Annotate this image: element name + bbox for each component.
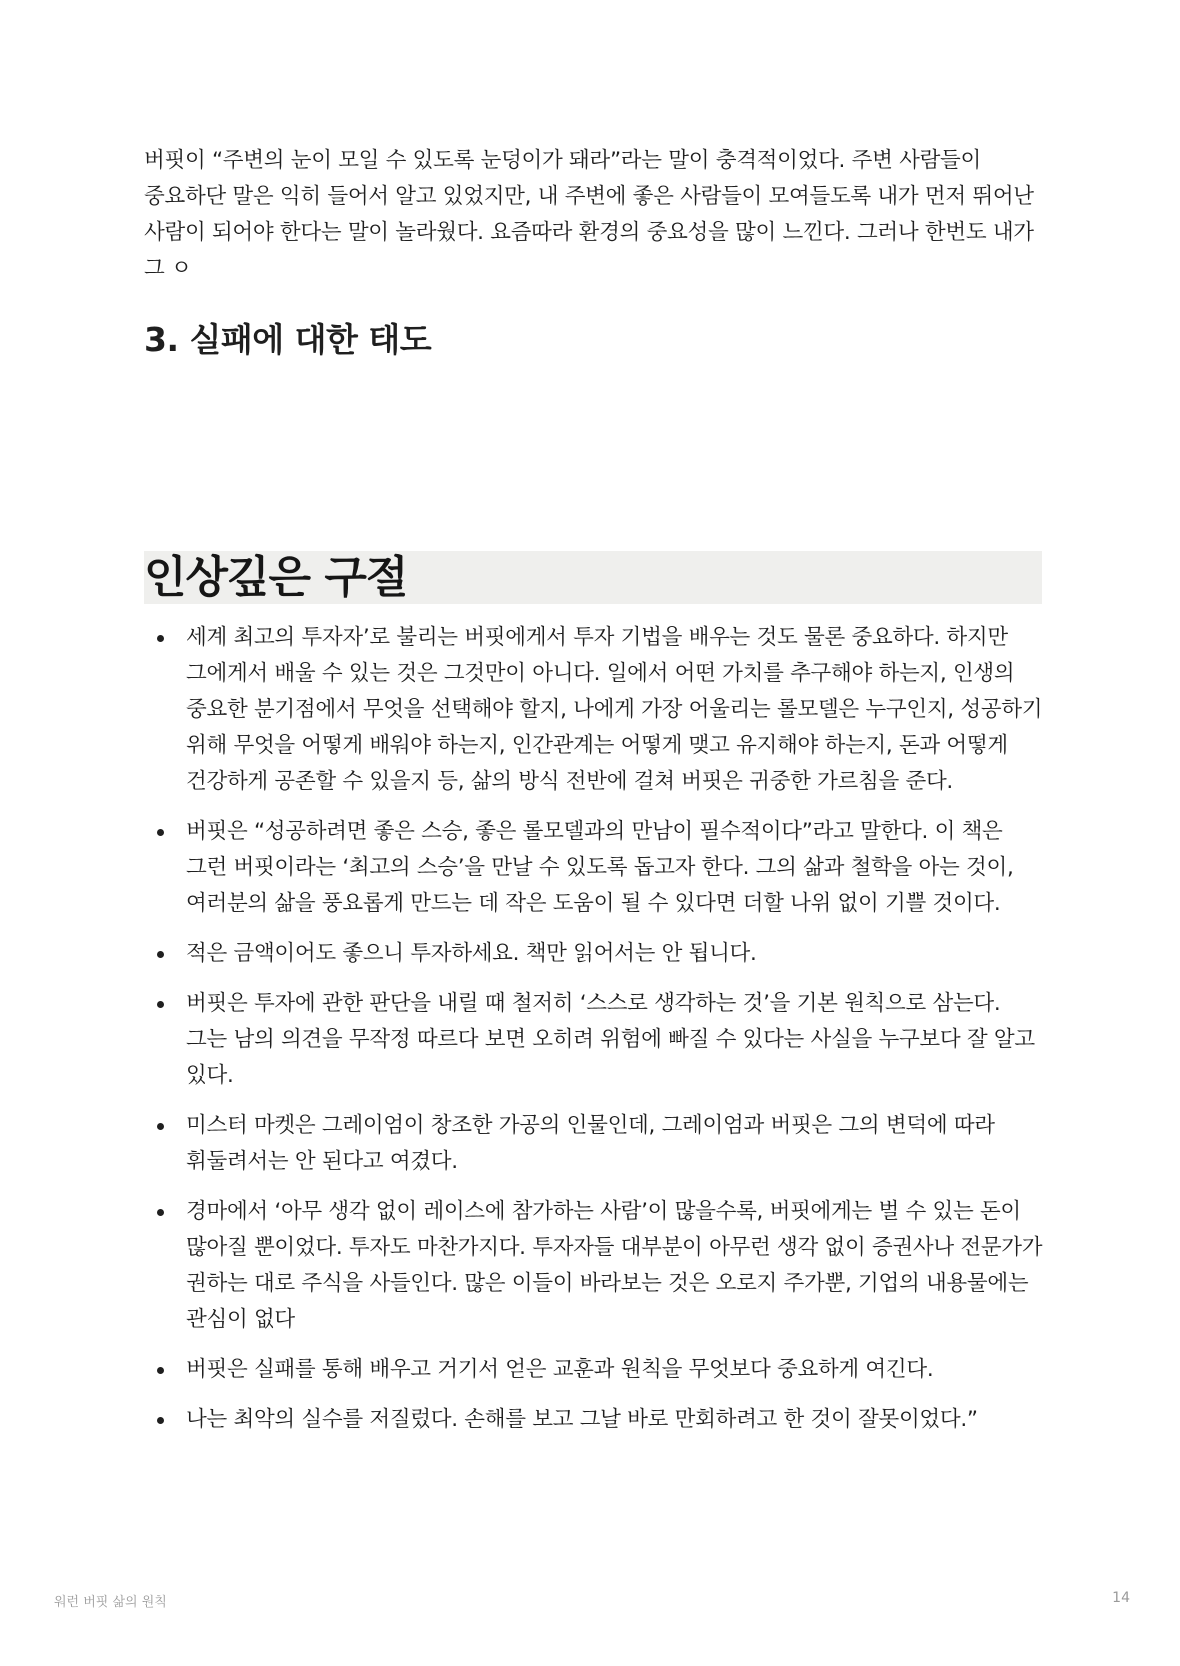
quote-text: 버핏은 “성공하려면 좋은 스승, 좋은 롤모델과의 만남이 필수적이다”라고 말한다. 이 책은 그런 버핏이라는 ‘최고의 스승’을 만날 수 있도록 돕고자 한다. 그의 삶과 철학을 아는 것이, 여러분의 삶을 풍요롭게 만드는 데 작은 도움이 될 수 있다면 더할 나위 없이 기쁠 것이다. [186,819,1014,916]
bullet-icon [157,1123,164,1130]
list-item [144,620,1044,800]
quote-text: 버핏은 실패를 통해 배우고 거기서 얻은 교훈과 원칙을 무엇보다 중요하게 여긴다. [186,1357,934,1382]
list-item [144,1352,1044,1388]
page-number: 14 [1112,1590,1130,1606]
quote-text: 경마에서 ‘아무 생각 없이 레이스에 참가하는 사람’이 많을수록, 버핏에게는 벌 수 있는 돈이 많아질 뿐이었다. 투자도 마찬가지다. 투자자들 대부분이 아무런 생각 없이 증권사나 전문가가 권하는 대로 주식을 사들인다. 많은 이들이 바라보는 것은 오로지 주가뿐, 기업의 내용물에는 관심이 없다 [186,1199,1043,1332]
list-item [144,1108,1044,1180]
list-item [144,1194,1044,1338]
bullet-icon [157,635,164,642]
list-item [144,1402,1044,1438]
footer-book-title: 워런 버핏 삶의 원칙 [54,1595,167,1610]
quote-text: 나는 최악의 실수를 저질렀다. 손해를 보고 그날 바로 만회하려고 한 것이 잘못이었다.” [186,1407,978,1432]
quote-text: 미스터 마켓은 그레이엄이 창조한 가공의 인물인데, 그레이엄과 버핏은 그의 변덕에 따라 휘둘려서는 안 된다고 여겼다. [186,1113,995,1174]
bullet-icon [157,1367,164,1374]
quote-text: 세계 최고의 투자자’로 불리는 버핏에게서 투자 기법을 배우는 것도 물론 중요하다. 하지만 그에게서 배울 수 있는 것은 그것만이 아니다. 일에서 어떤 가치를 추구해야 하는지, 인생의 중요한 분기점에서 무엇을 선택해야 할지, 나에게 가장 어울리는 롤모델은 누구인지, 성공하기 위해 무엇을 어떻게 배워야 하는지, 인간관계는 어떻게 맺고 유지해야 하는지, 돈과 어떻게 건강하게 공존할 수 있을지 등, 삶의 방식 전반에 걸쳐 버핏은 귀중한 가르침을 준다. [186,625,1043,794]
intro-paragraph: 버핏이 “주변의 눈이 모일 수 있도록 눈덩이가 돼라”라는 말이 충격적이었다. 주변 사람들이 중요하단 말은 익히 들어서 알고 있었지만, 내 주변에 좋은 사람들이 모여들도록 내가 먼저 뛰어난 사람이 되어야 한다는 말이 놀라웠다. 요즘따라 환경의 중요성을 많이 느낀다. 그러나 한번도 내가 그 ㅇ [144,148,1034,281]
quote-text: 적은 금액이어도 좋으니 투자하세요. 책만 읽어서는 안 됩니다. [186,941,757,966]
quotes-list [144,620,1044,1452]
bullet-icon [157,829,164,836]
list-item [144,936,1044,972]
bullet-icon [157,1001,164,1008]
bullet-icon [157,951,164,958]
bullet-icon [157,1209,164,1216]
list-item [144,986,1044,1094]
list-item [144,814,1044,922]
quote-text: 버핏은 투자에 관한 판단을 내릴 때 철저히 ‘스스로 생각하는 것’을 기본 원칙으로 삼는다. 그는 남의 의견을 무작정 따르다 보면 오히려 위험에 빠질 수 있다는 사실을 누구보다 잘 알고 있다. [186,991,1035,1088]
quotes-heading: 인상깊은 구절 [144,551,1042,604]
section-heading: 3. 실패에 대한 태도 [144,320,432,359]
bullet-icon [157,1417,164,1424]
